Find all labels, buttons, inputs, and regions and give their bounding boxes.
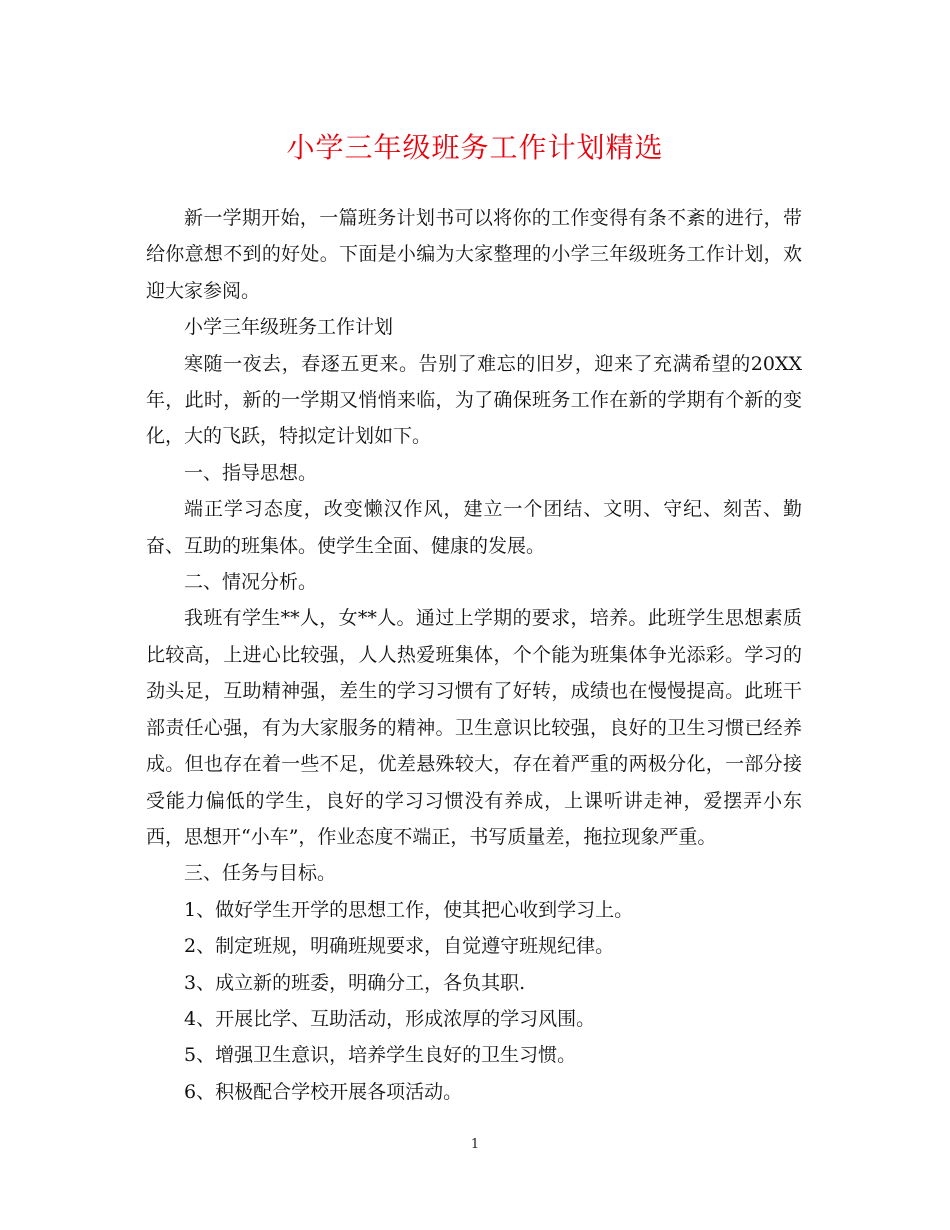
section-heading-situation-analysis: 二、情况分析。 bbox=[184, 571, 318, 594]
section-heading-guiding-thought: 一、指导思想。 bbox=[184, 461, 318, 484]
paragraph-intro: 新一学期开始，一篇班务计划书可以将你的工作变得有条不紊的进行，带给你意想不到的好处。下面是小编为大家整理的小学三年级班务工作计划，欢迎大家参阅。 bbox=[146, 207, 802, 302]
document-title: 小学三年级班务工作计划精选 bbox=[286, 131, 664, 164]
list-item: 3、成立新的班委，明确分工，各负其职. bbox=[184, 971, 526, 994]
list-item: 1、做好学生开学的思想工作，使其把心收到学习上。 bbox=[184, 898, 634, 921]
list-item: 4、开展比学、互助活动，形成浓厚的学习风围。 bbox=[184, 1007, 596, 1030]
list-item: 2、制定班规，明确班规要求，自觉遵守班规纪律。 bbox=[184, 935, 615, 958]
section-heading-tasks-goals: 三、任务与目标。 bbox=[184, 862, 337, 885]
paragraph-subtitle: 小学三年级班务工作计划 bbox=[184, 316, 394, 339]
document-body bbox=[146, 200, 802, 1110]
list-item: 6、积极配合学校开展各项活动。 bbox=[184, 1080, 463, 1103]
paragraph-guiding-thought: 端正学习态度，改变懒汉作风，建立一个团结、文明、守纪、刻苦、勤奋、互助的班集体。使学生全面、健康的发展。 bbox=[146, 498, 802, 557]
paragraph-situation-analysis: 我班有学生**人，女**人。通过上学期的要求，培养。此班学生思想素质比较高，上进心比较强，人人热爱班集体，个个能为班集体争光添彩。学习的劲头足，互助精神强，差生的学习习惯有了好转，成绩也在慢慢提高。此班干部责任心强，有为大家服务的精神。卫生意识比较强，良好的卫生习惯已经养成。但也存在着一些不足，优差悬殊较大，存在着严重的两极分化，一部分接受能力偏低的学生，良好的学习习惯没有养成，上课听讲走神，爱摆弄小东西，思想开“小车”，作业态度不端正，书写质量差，拖拉现象严重。 bbox=[146, 607, 802, 848]
paragraph-opening: 寒随一夜去，春逐五更来。告别了难忘的旧岁，迎来了充满希望的20XX年，此时，新的一学期又悄悄来临，为了确保班务工作在新的学期有个新的变化，大的飞跃，特拟定计划如下。 bbox=[146, 352, 802, 448]
page-number: 1 bbox=[470, 1137, 480, 1152]
list-item: 5、增强卫生意识，培养学生良好的卫生习惯。 bbox=[184, 1044, 577, 1067]
